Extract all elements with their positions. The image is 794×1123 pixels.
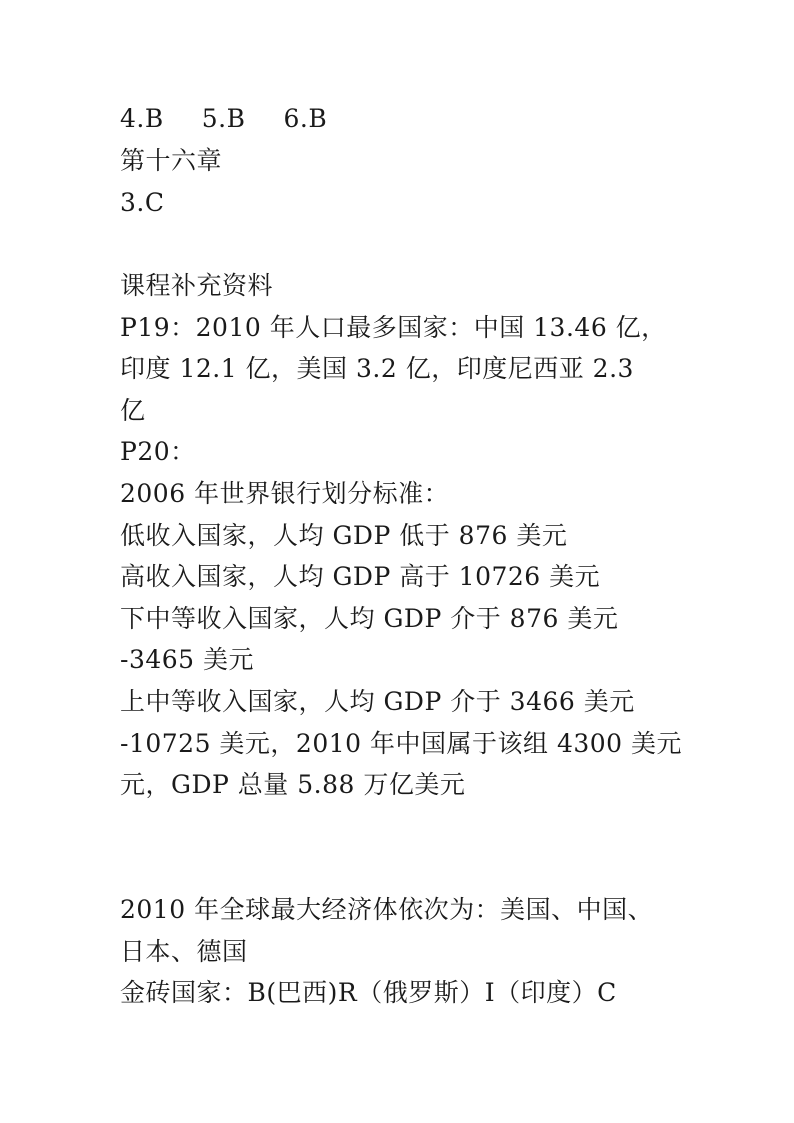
economies-line-2: 日本、德国 xyxy=(120,937,248,966)
answer-5: 5.B xyxy=(201,104,246,133)
lower-mid-line-1: 下中等收入国家，人均 GDP 介于 876 美元 xyxy=(120,604,619,633)
p19-line-2: 印度 12.1 亿，美国 3.2 亿，印度尼西亚 2.3 xyxy=(120,354,634,383)
chapter-heading: 第十六章 xyxy=(120,146,223,175)
upper-mid-line-3: 元，GDP 总量 5.88 万亿美元 xyxy=(120,770,466,799)
low-income: 低收入国家，人均 GDP 低于 876 美元 xyxy=(120,521,568,550)
upper-mid-line-2: -10725 美元，2010 年中国属于该组 4300 美元 xyxy=(120,729,683,758)
p19-line-3: 亿 xyxy=(120,396,146,425)
chapter-answer: 3.C xyxy=(120,188,165,217)
lower-mid-line-2: -3465 美元 xyxy=(120,645,255,674)
economies-line-1: 2010 年全球最大经济体依次为：美国、中国、 xyxy=(120,895,654,924)
high-income: 高收入国家，人均 GDP 高于 10726 美元 xyxy=(120,562,601,591)
standard-title: 2006 年世界银行划分标准： xyxy=(120,479,450,508)
upper-mid-line-1: 上中等收入国家，人均 GDP 介于 3466 美元 xyxy=(120,687,635,716)
p19-line-1: P19：2010 年人口最多国家：中国 13.46 亿， xyxy=(120,313,667,342)
supplement-title: 课程补充资料 xyxy=(120,271,274,300)
p20-label: P20： xyxy=(120,437,196,466)
answer-6: 6.B xyxy=(283,104,328,133)
brics-line: 金砖国家：B(巴西)R（俄罗斯）I（印度）C xyxy=(120,978,617,1007)
answer-4: 4.B xyxy=(120,104,164,133)
answers-row xyxy=(120,104,680,134)
